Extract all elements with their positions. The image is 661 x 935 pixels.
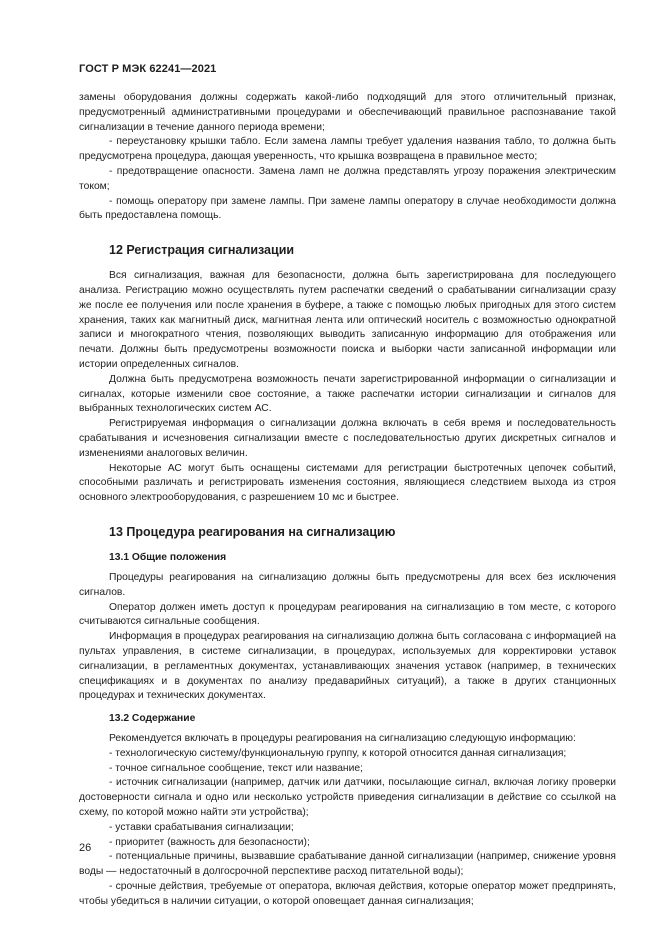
paragraph: Информация в процедурах реагирования на сигнализацию должна быть согласована с информацией на пультах управления, в системе сигнализации, в процедурах, используемых для корректировки уставок сигнализации, в регламентных документах, устанавливающих значения уставок (например, в технических спецификациях и в документах по анализу предаварийных ситуаций), а также в других станционных процедурах и технических документах. (79, 631, 616, 702)
paragraph: Рекомендуется включать в процедуры реагирования на сигнализацию следующую информацию: (109, 733, 576, 745)
list-item: - источник сигнализации (например, датчик или датчики, посылающие сигнал, включая логику проверки достоверности сигнала и одно или несколько устройств приведения сигнализации в действие со ссылкой на схему, по которой можно найти эти устройства); (79, 777, 616, 819)
list-item: - потенциальные причины, вызвавшие срабатывание данной сигнализации (например, снижение уровня воды — недостаточный в долгосрочной перспективе расход питательной воды); (79, 851, 616, 878)
list-item: - срочные действия, требуемые от оператора, включая действия, которые оператор может предпринять, чтобы убедиться в наличии ситуации, о которой оповещает данная сигнализация; (79, 881, 616, 907)
list-item: - предотвращение опасности. Замена ламп не должна представлять угрозу поражения электрическим током; (79, 165, 616, 192)
paragraph: Оператор должен иметь доступ к процедурам реагирования на сигнализацию в том месте, с которого считываются сигнальные сообщения. (79, 601, 616, 628)
paragraph: Некоторые АС могут быть оснащены системами для регистрации быстротечных цепочек событий, способными различать и регистрировать изменения состояния, являющиеся следствием выхода из строя основного электрооборудования, с разрешением 10 мс и быстрее. (79, 462, 616, 504)
paragraph: Процедуры реагирования на сигнализацию должны быть предусмотрены для всех без исключения сигналов. (79, 571, 616, 598)
subsection-13-1-heading: 13.1 Общие положения (109, 551, 227, 563)
paragraph: Должна быть предусмотрена возможность печати зарегистрированной информации о сигнализации и сигналах, которые изменили свое состояние, а также распечатки истории сигнализации и сигналов для выбранных технологических систем АС. (79, 373, 616, 415)
paragraph: замены оборудования должны содержать какой-либо подходящий для этого отличительный признак, предусмотренный административными процедурами и обеспечивающий правильное распознавание такой сигнализации в течение данного периода времени; (79, 92, 616, 133)
paragraph: Вся сигнализация, важная для безопасности, должна быть зарегистрирована для последующего анализа. Регистрацию можно осуществлять путем распечатки сведений о срабатывании сигнализации сразу же после ее получения или после хранения в буфере, а также с помощью любых пригодных для этого систем хранения, таких как магнитный диск, магнитная лента или оптический носитель с возможностью однократной записи и многократного чтения, позволяющих выводить записанную информацию для отображения или печати. Должны быть предусмотрены возможности поиска и выборки части записанной информации или истории определенных сигналов. (79, 270, 616, 370)
list-item: - помощь оператору при замене лампы. При замене лампы оператору в случае необходимости должна быть предоставлена помощь. (79, 195, 616, 222)
list-item: - переустановку крышки табло. Если замена лампы требует удаления названия табло, то должна быть предусмотрена процедура, дающая уверенность, что крышка возвращена в правильное место; (79, 136, 616, 163)
list-item: - приоритет (важность для безопасности); (109, 836, 310, 848)
page-number: 26 (79, 842, 92, 854)
list-item: - точное сигнальное сообщение, текст или название; (109, 762, 363, 774)
list-item: - технологическую систему/функциональную группу, к которой относится данная сигнализация; (109, 747, 567, 759)
section-12-heading: 12 Регистрация сигнализации (109, 243, 295, 258)
document-header: ГОСТ Р МЭК 62241—2021 (79, 63, 217, 75)
paragraph: Регистрируемая информация о сигнализации должна включать в себя время и последовательность срабатывания и исчезновения сигнализации вместе с последовательностью других дискретных сигналов и изменениями аналоговых величин. (79, 418, 616, 459)
section-13-heading: 13 Процедура реагирования на сигнализацию (109, 524, 396, 539)
list-item: - уставки срабатывания сигнализации; (109, 821, 294, 833)
page-content (79, 91, 616, 910)
subsection-13-2-heading: 13.2 Содержание (109, 713, 196, 725)
